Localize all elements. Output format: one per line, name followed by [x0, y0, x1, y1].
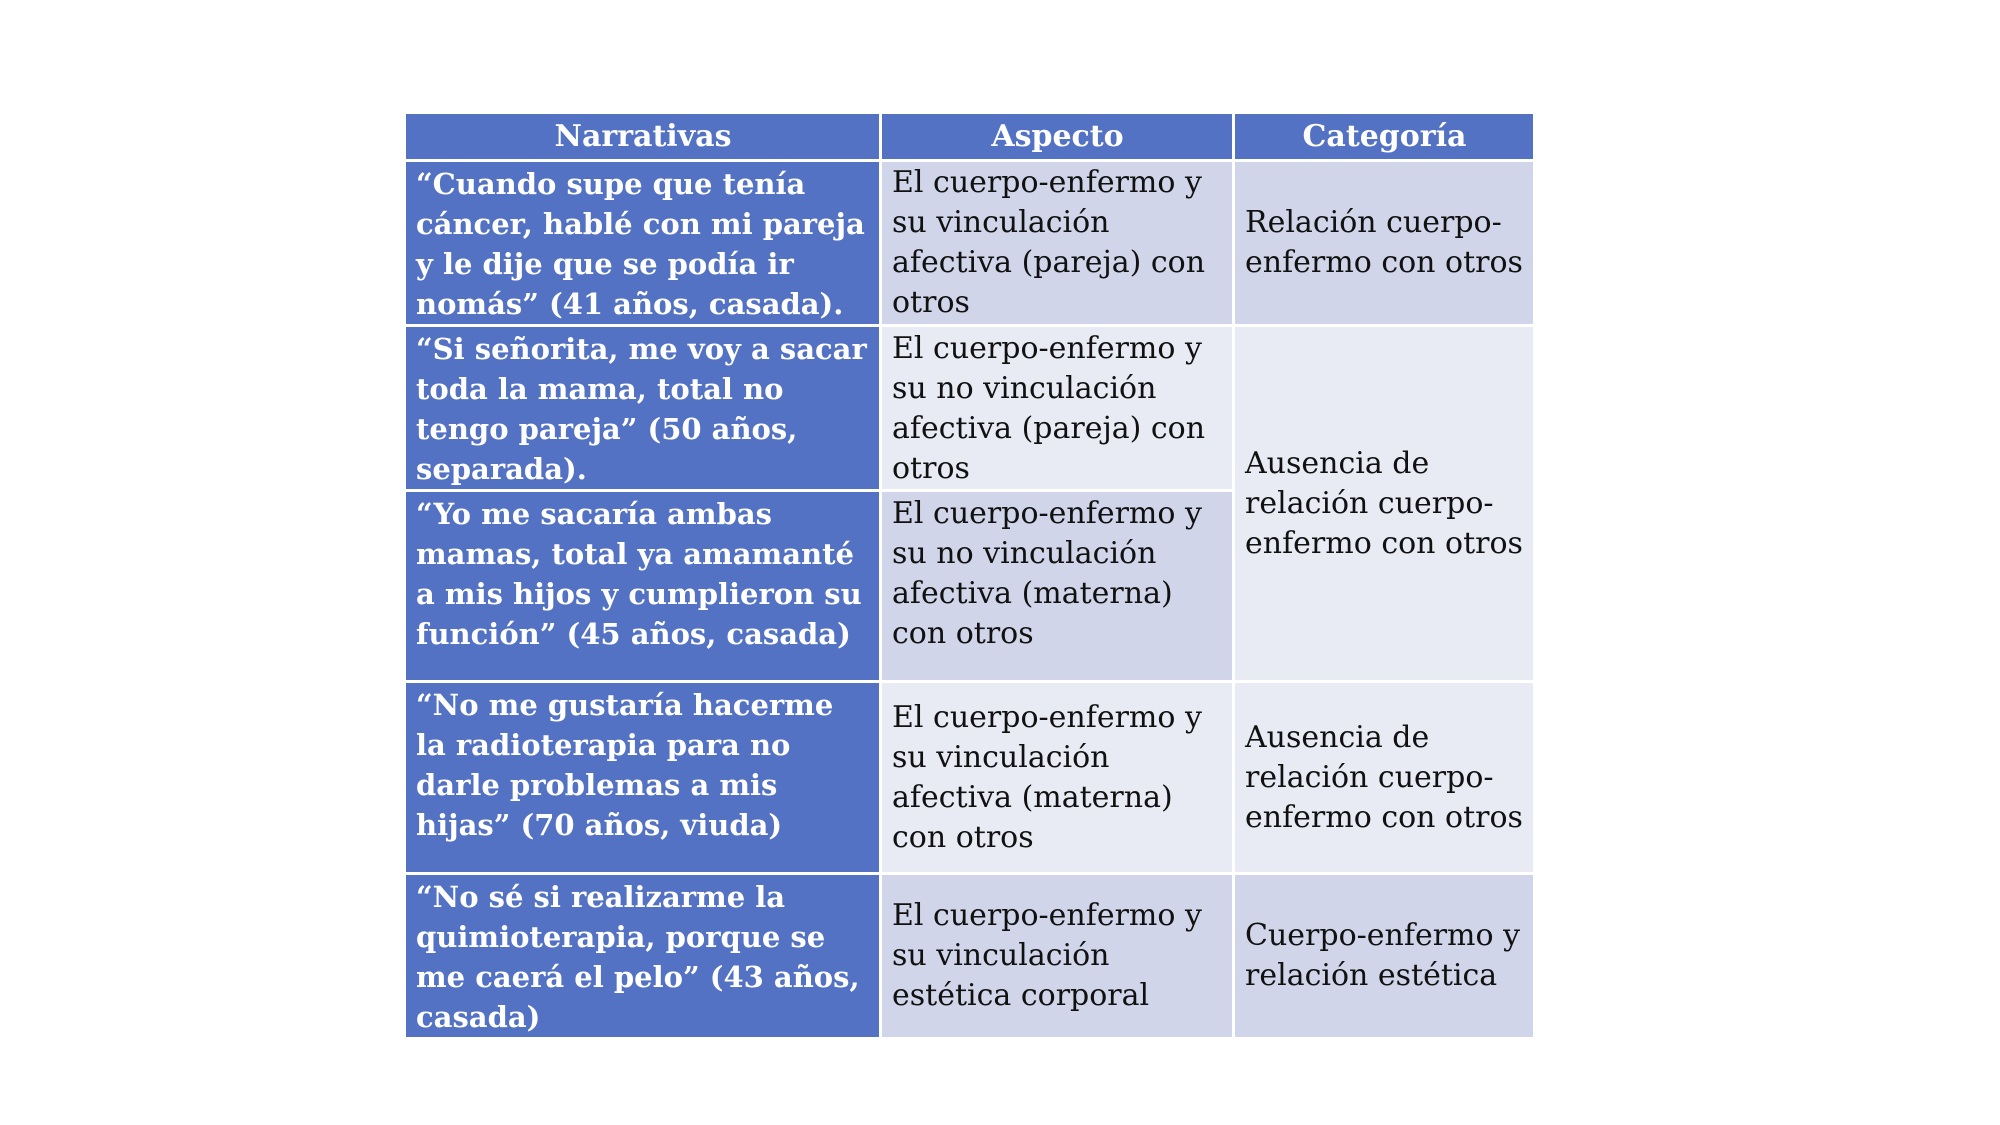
- table-row: [405, 874, 1535, 1039]
- category-cell: Cuerpo-enfermo y relación estética: [1234, 874, 1535, 1039]
- header-aspecto: Aspecto: [881, 113, 1234, 161]
- narrative-cell: “No me gustaría hacerme la radioterapia para no darle problemas a mis hijas” (70 años, viuda): [405, 682, 881, 874]
- table-row: [405, 326, 1535, 491]
- aspect-cell: El cuerpo-enfermo y su vinculación afectiva (pareja) con otros: [881, 161, 1234, 326]
- category-cell: Ausencia de relación cuerpo-enfermo con otros: [1234, 326, 1535, 682]
- aspect-cell: El cuerpo-enfermo y su no vinculación afectiva (pareja) con otros: [881, 326, 1234, 491]
- category-cell: Ausencia de relación cuerpo-enfermo con otros: [1234, 682, 1535, 874]
- narratives-table: [403, 111, 1536, 1040]
- narrative-cell: “Si señorita, me voy a sacar toda la mama, total no tengo pareja” (50 años, separada).: [405, 326, 881, 491]
- header-narrativas: Narrativas: [405, 113, 881, 161]
- table-row: [405, 682, 1535, 874]
- aspect-cell: El cuerpo-enfermo y su vinculación afectiva (materna) con otros: [881, 682, 1234, 874]
- header-categoria: Categoría: [1234, 113, 1535, 161]
- header-row: [405, 113, 1535, 161]
- category-cell: Relación cuerpo-enfermo con otros: [1234, 161, 1535, 326]
- narrative-cell: “Cuando supe que tenía cáncer, hablé con mi pareja y le dije que se podía ir nomás” (41 años, casada).: [405, 161, 881, 326]
- table-row: [405, 161, 1535, 326]
- narrative-cell: “Yo me sacaría ambas mamas, total ya amamanté a mis hijos y cumplieron su función” (45 años, casada): [405, 491, 881, 682]
- narrative-cell: “No sé si realizarme la quimioterapia, porque se me caerá el pelo” (43 años, casada): [405, 874, 881, 1039]
- aspect-cell: El cuerpo-enfermo y su no vinculación afectiva (materna) con otros: [881, 491, 1234, 682]
- aspect-cell: El cuerpo-enfermo y su vinculación estética corporal: [881, 874, 1234, 1039]
